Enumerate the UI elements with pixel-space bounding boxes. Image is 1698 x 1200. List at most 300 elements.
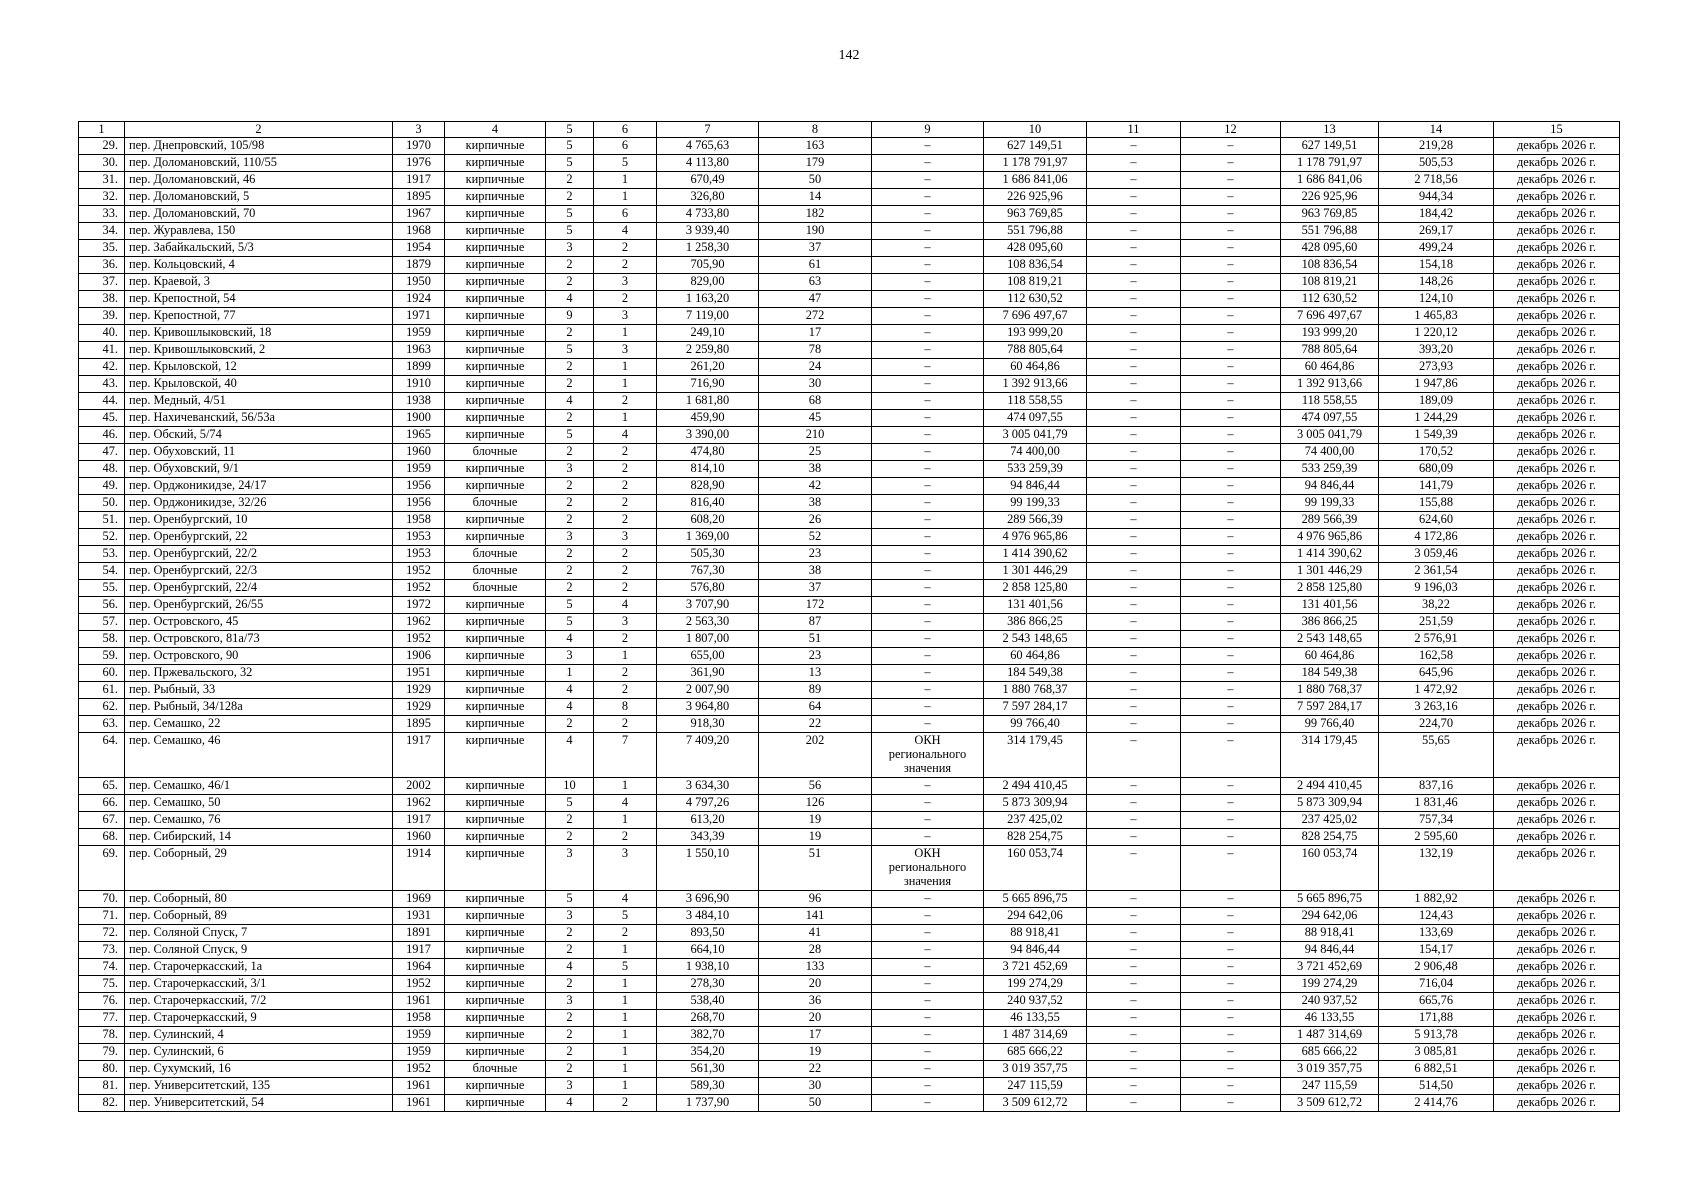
col-residents: 30 [759, 376, 872, 393]
col-11: – [1087, 580, 1181, 597]
col-num: 73. [79, 942, 125, 959]
col-residents: 25 [759, 444, 872, 461]
col-material: кирпичные [445, 648, 546, 665]
col-12: – [1181, 257, 1281, 274]
col-num: 56. [79, 597, 125, 614]
col-floors: 4 [546, 631, 594, 648]
col-deadline: декабрь 2026 г. [1494, 925, 1620, 942]
col-entrances: 1 [594, 172, 657, 189]
col-total: 1 392 913,66 [1281, 376, 1379, 393]
col-material: блочные [445, 444, 546, 461]
col-floors: 2 [546, 478, 594, 495]
col-11: – [1087, 891, 1181, 908]
col-material: кирпичные [445, 812, 546, 829]
col-11: – [1087, 942, 1181, 959]
col-status: – [872, 563, 984, 580]
table-row [79, 376, 1620, 393]
col-num: 33. [79, 206, 125, 223]
col-11: – [1087, 138, 1181, 155]
col-year: 1954 [393, 240, 445, 257]
col-year: 1972 [393, 597, 445, 614]
col-status: – [872, 495, 984, 512]
table-row [79, 291, 1620, 308]
col-status: – [872, 716, 984, 733]
col-residents: 8 [759, 122, 872, 138]
col-entrances: 6 [594, 122, 657, 138]
col-per-sqm: 680,09 [1379, 461, 1494, 478]
col-deadline: декабрь 2026 г. [1494, 325, 1620, 342]
col-total: 533 259,39 [1281, 461, 1379, 478]
col-residents: 64 [759, 699, 872, 716]
col-floors: 2 [546, 257, 594, 274]
col-status: – [872, 240, 984, 257]
col-12: – [1181, 795, 1281, 812]
housing-table [78, 121, 1620, 1112]
col-total: 1 301 446,29 [1281, 563, 1379, 580]
col-material: кирпичные [445, 376, 546, 393]
col-deadline: декабрь 2026 г. [1494, 138, 1620, 155]
col-12: – [1181, 648, 1281, 665]
col-num: 82. [79, 1095, 125, 1112]
col-address: пер. Доломановский, 110/55 [125, 155, 393, 172]
col-status: – [872, 257, 984, 274]
col-deadline: декабрь 2026 г. [1494, 812, 1620, 829]
col-total: 685 666,22 [1281, 1044, 1379, 1061]
col-num: 79. [79, 1044, 125, 1061]
col-cost: 60 464,86 [984, 359, 1087, 376]
col-floors: 2 [546, 812, 594, 829]
col-area: 1 163,20 [657, 291, 759, 308]
col-entrances: 4 [594, 597, 657, 614]
table-row [79, 512, 1620, 529]
col-cost: 184 549,38 [984, 665, 1087, 682]
col-residents: 22 [759, 1061, 872, 1078]
table-row [79, 778, 1620, 795]
col-num: 31. [79, 172, 125, 189]
col-cost: 1 487 314,69 [984, 1027, 1087, 1044]
col-cost: 99 766,40 [984, 716, 1087, 733]
col-residents: 141 [759, 908, 872, 925]
col-total: 99 766,40 [1281, 716, 1379, 733]
col-total: 240 937,52 [1281, 993, 1379, 1010]
col-address: пер. Кольцовский, 4 [125, 257, 393, 274]
col-11: – [1087, 376, 1181, 393]
col-11: – [1087, 993, 1181, 1010]
table-row [79, 393, 1620, 410]
col-per-sqm: 124,43 [1379, 908, 1494, 925]
col-address: пер. Крепостной, 54 [125, 291, 393, 308]
col-entrances: 2 [594, 393, 657, 410]
col-floors: 3 [546, 648, 594, 665]
col-area: 655,00 [657, 648, 759, 665]
col-num: 47. [79, 444, 125, 461]
col-deadline: декабрь 2026 г. [1494, 172, 1620, 189]
col-residents: 22 [759, 716, 872, 733]
col-address: 2 [125, 122, 393, 138]
col-12: – [1181, 993, 1281, 1010]
col-year: 1953 [393, 546, 445, 563]
col-residents: 182 [759, 206, 872, 223]
col-address: пер. Старочеркасский, 1а [125, 959, 393, 976]
col-address: пер. Семашко, 22 [125, 716, 393, 733]
col-total: 294 642,06 [1281, 908, 1379, 925]
col-deadline: декабрь 2026 г. [1494, 993, 1620, 1010]
col-residents: 210 [759, 427, 872, 444]
col-material: кирпичные [445, 461, 546, 478]
col-material: кирпичные [445, 393, 546, 410]
col-floors: 2 [546, 925, 594, 942]
col-residents: 126 [759, 795, 872, 812]
col-address: пер. Сибирский, 14 [125, 829, 393, 846]
col-floors: 2 [546, 410, 594, 427]
col-num: 60. [79, 665, 125, 682]
col-entrances: 4 [594, 223, 657, 240]
col-residents: 50 [759, 1095, 872, 1112]
col-deadline: декабрь 2026 г. [1494, 829, 1620, 846]
col-material: кирпичные [445, 993, 546, 1010]
col-year: 1910 [393, 376, 445, 393]
col-status: – [872, 795, 984, 812]
col-material: кирпичные [445, 778, 546, 795]
col-material: кирпичные [445, 597, 546, 614]
col-num: 65. [79, 778, 125, 795]
col-12: – [1181, 478, 1281, 495]
col-11: – [1087, 631, 1181, 648]
col-num: 51. [79, 512, 125, 529]
col-status: – [872, 993, 984, 1010]
col-per-sqm: 132,19 [1379, 846, 1494, 891]
col-floors: 5 [546, 342, 594, 359]
col-floors: 4 [546, 682, 594, 699]
table-row [79, 648, 1620, 665]
col-entrances: 5 [594, 155, 657, 172]
col-status: – [872, 778, 984, 795]
col-entrances: 2 [594, 444, 657, 461]
col-year: 2002 [393, 778, 445, 795]
col-11: – [1087, 846, 1181, 891]
col-total: 131 401,56 [1281, 597, 1379, 614]
col-status: – [872, 1010, 984, 1027]
col-material: кирпичные [445, 682, 546, 699]
col-floors: 5 [546, 891, 594, 908]
col-total: 7 696 497,67 [1281, 308, 1379, 325]
col-per-sqm: 716,04 [1379, 976, 1494, 993]
table-row [79, 546, 1620, 563]
table-row [79, 478, 1620, 495]
col-area: 3 939,40 [657, 223, 759, 240]
col-cost: 112 630,52 [984, 291, 1087, 308]
col-year: 3 [393, 122, 445, 138]
col-total: 1 414 390,62 [1281, 546, 1379, 563]
table-row [79, 325, 1620, 342]
col-total: 3 005 041,79 [1281, 427, 1379, 444]
col-address: пер. Оренбургский, 22/2 [125, 546, 393, 563]
col-status: – [872, 376, 984, 393]
col-12: – [1181, 891, 1281, 908]
col-residents: 272 [759, 308, 872, 325]
col-per-sqm: 2 361,54 [1379, 563, 1494, 580]
col-11: – [1087, 733, 1181, 778]
col-status: – [872, 410, 984, 427]
col-total: 788 805,64 [1281, 342, 1379, 359]
col-per-sqm: 1 882,92 [1379, 891, 1494, 908]
col-address: пер. Медный, 4/51 [125, 393, 393, 410]
col-material: кирпичные [445, 410, 546, 427]
col-address: пер. Оренбургский, 22 [125, 529, 393, 546]
col-floors: 2 [546, 580, 594, 597]
col-floors: 2 [546, 546, 594, 563]
col-per-sqm: 3 263,16 [1379, 699, 1494, 716]
col-entrances: 1 [594, 942, 657, 959]
col-12: – [1181, 942, 1281, 959]
col-deadline: декабрь 2026 г. [1494, 795, 1620, 812]
col-floors: 2 [546, 1027, 594, 1044]
table-row [79, 993, 1620, 1010]
col-residents: 28 [759, 942, 872, 959]
col-total: 3 019 357,75 [1281, 1061, 1379, 1078]
col-cost: 4 976 965,86 [984, 529, 1087, 546]
col-deadline: декабрь 2026 г. [1494, 614, 1620, 631]
col-status: – [872, 891, 984, 908]
col-deadline: 15 [1494, 122, 1620, 138]
col-residents: 63 [759, 274, 872, 291]
col-year: 1950 [393, 274, 445, 291]
col-address: пер. Университетский, 54 [125, 1095, 393, 1112]
col-material: кирпичные [445, 529, 546, 546]
col-total: 94 846,44 [1281, 478, 1379, 495]
col-per-sqm: 1 220,12 [1379, 325, 1494, 342]
col-area: 828,90 [657, 478, 759, 495]
col-residents: 30 [759, 1078, 872, 1095]
col-material: блочные [445, 546, 546, 563]
col-year: 1914 [393, 846, 445, 891]
col-residents: 42 [759, 478, 872, 495]
col-address: пер. Соборный, 80 [125, 891, 393, 908]
col-num: 81. [79, 1078, 125, 1095]
col-material: кирпичные [445, 512, 546, 529]
table-row [79, 206, 1620, 223]
table-row [79, 959, 1620, 976]
col-per-sqm: 837,16 [1379, 778, 1494, 795]
col-floors: 9 [546, 308, 594, 325]
col-floors: 2 [546, 274, 594, 291]
col-cost: 963 769,85 [984, 206, 1087, 223]
col-total: 314 179,45 [1281, 733, 1379, 778]
table-row [79, 1095, 1620, 1112]
col-material: кирпичные [445, 427, 546, 444]
col-cost: 99 199,33 [984, 495, 1087, 512]
col-cost: 1 686 841,06 [984, 172, 1087, 189]
col-num: 74. [79, 959, 125, 976]
col-per-sqm: 170,52 [1379, 444, 1494, 461]
col-total: 184 549,38 [1281, 665, 1379, 682]
col-total: 74 400,00 [1281, 444, 1379, 461]
col-status: – [872, 308, 984, 325]
col-material: кирпичные [445, 795, 546, 812]
col-11: – [1087, 291, 1181, 308]
col-12: – [1181, 682, 1281, 699]
col-address: пер. Кривошлыковский, 2 [125, 342, 393, 359]
col-cost: 74 400,00 [984, 444, 1087, 461]
col-11: – [1087, 976, 1181, 993]
col-cost: 2 494 410,45 [984, 778, 1087, 795]
col-total: 99 199,33 [1281, 495, 1379, 512]
col-cost: 1 392 913,66 [984, 376, 1087, 393]
col-num: 29. [79, 138, 125, 155]
col-num: 1 [79, 122, 125, 138]
col-area: 716,90 [657, 376, 759, 393]
col-entrances: 8 [594, 699, 657, 716]
col-cost: 7 696 497,67 [984, 308, 1087, 325]
col-status: – [872, 138, 984, 155]
col-cost: 3 019 357,75 [984, 1061, 1087, 1078]
col-deadline: декабрь 2026 г. [1494, 529, 1620, 546]
col-entrances: 4 [594, 427, 657, 444]
col-11: – [1087, 427, 1181, 444]
col-12: – [1181, 1027, 1281, 1044]
col-per-sqm: 219,28 [1379, 138, 1494, 155]
col-material: кирпичные [445, 614, 546, 631]
col-num: 72. [79, 925, 125, 942]
table-row [79, 495, 1620, 512]
col-status: – [872, 812, 984, 829]
col-cost: 10 [984, 122, 1087, 138]
col-per-sqm: 944,34 [1379, 189, 1494, 206]
col-residents: 37 [759, 580, 872, 597]
col-per-sqm: 1 549,39 [1379, 427, 1494, 444]
table-row [79, 665, 1620, 682]
table-row [79, 795, 1620, 812]
col-12: – [1181, 699, 1281, 716]
col-total: 112 630,52 [1281, 291, 1379, 308]
col-11: – [1087, 325, 1181, 342]
col-floors: 5 [546, 614, 594, 631]
col-area: 326,80 [657, 189, 759, 206]
col-area: 1 550,10 [657, 846, 759, 891]
table-row [79, 410, 1620, 427]
table-row [79, 597, 1620, 614]
col-num: 69. [79, 846, 125, 891]
col-11: – [1087, 812, 1181, 829]
col-11: – [1087, 682, 1181, 699]
col-status: – [872, 1095, 984, 1112]
col-area: 893,50 [657, 925, 759, 942]
col-entrances: 2 [594, 291, 657, 308]
col-area: 459,90 [657, 410, 759, 427]
col-status: – [872, 699, 984, 716]
col-floors: 4 [546, 699, 594, 716]
col-per-sqm: 251,59 [1379, 614, 1494, 631]
col-total: 199 274,29 [1281, 976, 1379, 993]
col-year: 1962 [393, 614, 445, 631]
col-floors: 2 [546, 1061, 594, 1078]
col-num: 38. [79, 291, 125, 308]
col-year: 1952 [393, 1061, 445, 1078]
col-status: 9 [872, 122, 984, 138]
col-year: 1956 [393, 495, 445, 512]
col-per-sqm: 171,88 [1379, 1010, 1494, 1027]
col-residents: 190 [759, 223, 872, 240]
col-11: – [1087, 778, 1181, 795]
col-total: 551 796,88 [1281, 223, 1379, 240]
col-12: – [1181, 223, 1281, 240]
col-11: – [1087, 410, 1181, 427]
col-address: пер. Соборный, 29 [125, 846, 393, 891]
col-11: – [1087, 495, 1181, 512]
col-material: блочные [445, 580, 546, 597]
col-material: кирпичные [445, 976, 546, 993]
col-year: 1917 [393, 172, 445, 189]
col-status: – [872, 1044, 984, 1061]
table-row [79, 829, 1620, 846]
col-year: 1958 [393, 1010, 445, 1027]
col-area: 767,30 [657, 563, 759, 580]
col-12: – [1181, 1095, 1281, 1112]
col-floors: 3 [546, 529, 594, 546]
col-residents: 51 [759, 846, 872, 891]
col-num: 49. [79, 478, 125, 495]
col-12: – [1181, 393, 1281, 410]
col-floors: 5 [546, 122, 594, 138]
col-material: кирпичные [445, 733, 546, 778]
table-row [79, 976, 1620, 993]
col-floors: 4 [546, 1095, 594, 1112]
col-12: – [1181, 959, 1281, 976]
col-material: блочные [445, 495, 546, 512]
col-per-sqm: 1 831,46 [1379, 795, 1494, 812]
col-year: 1964 [393, 959, 445, 976]
col-material: кирпичные [445, 189, 546, 206]
col-residents: 37 [759, 240, 872, 257]
col-residents: 19 [759, 829, 872, 846]
col-deadline: декабрь 2026 г. [1494, 1095, 1620, 1112]
col-per-sqm: 141,79 [1379, 478, 1494, 495]
col-residents: 14 [759, 189, 872, 206]
col-area: 1 807,00 [657, 631, 759, 648]
col-year: 1965 [393, 427, 445, 444]
col-address: пер. Островского, 81а/73 [125, 631, 393, 648]
col-material: кирпичные [445, 1095, 546, 1112]
col-material: кирпичные [445, 699, 546, 716]
col-area: 816,40 [657, 495, 759, 512]
col-total: 160 053,74 [1281, 846, 1379, 891]
col-11: – [1087, 155, 1181, 172]
col-residents: 96 [759, 891, 872, 908]
col-year: 1961 [393, 993, 445, 1010]
col-floors: 2 [546, 172, 594, 189]
col-cost: 5 873 309,94 [984, 795, 1087, 812]
col-per-sqm: 162,58 [1379, 648, 1494, 665]
col-area: 1 258,30 [657, 240, 759, 257]
col-entrances: 3 [594, 274, 657, 291]
col-area: 538,40 [657, 993, 759, 1010]
col-11: – [1087, 529, 1181, 546]
table-row [79, 529, 1620, 546]
col-status: – [872, 206, 984, 223]
col-11: – [1087, 342, 1181, 359]
col-year: 1976 [393, 155, 445, 172]
col-deadline: декабрь 2026 г. [1494, 376, 1620, 393]
col-year: 1961 [393, 1078, 445, 1095]
col-area: 918,30 [657, 716, 759, 733]
col-12: – [1181, 172, 1281, 189]
table-row [79, 908, 1620, 925]
col-residents: 13 [759, 665, 872, 682]
col-material: кирпичные [445, 308, 546, 325]
col-per-sqm: 55,65 [1379, 733, 1494, 778]
col-address: пер. Крепостной, 77 [125, 308, 393, 325]
col-cost: 1 414 390,62 [984, 546, 1087, 563]
